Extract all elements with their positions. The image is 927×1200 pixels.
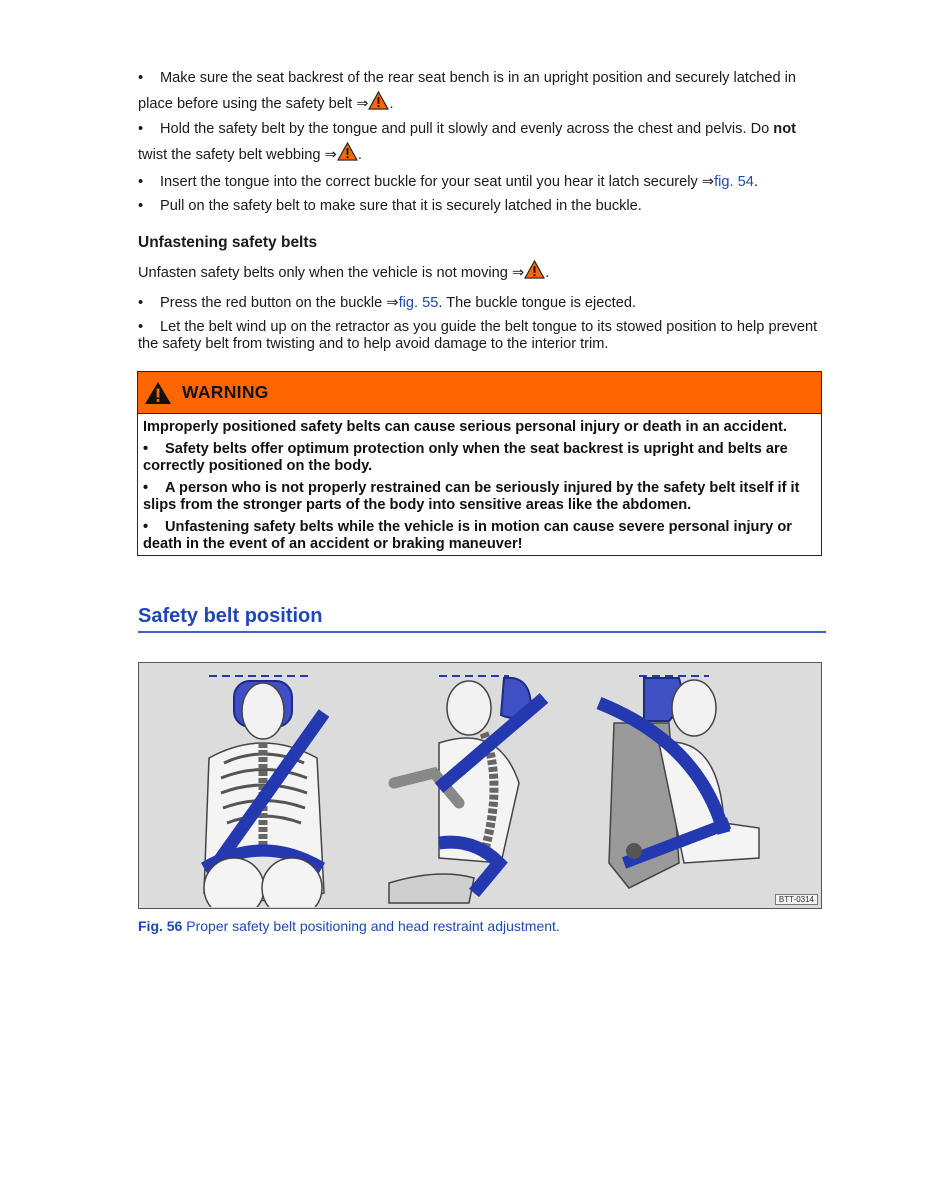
bullet: • (143, 479, 149, 496)
warning-item-text: A person who is not properly restrained can be seriously injured by the safety belt itself if it slips from the stronger parts of the body into sensitive areas like the abdomen. (143, 479, 800, 513)
warning-item (143, 441, 816, 476)
caption-label: Fig. 56 (138, 918, 183, 934)
warning-triangle-icon[interactable] (368, 91, 389, 110)
bullet: • (138, 70, 144, 86)
list-item-text: Hold the safety belt by the tongue and pull it slowly and evenly across the chest and pelvis. Do (160, 121, 774, 137)
paragraph: Unfasten safety belts only when the vehicle is not moving ⇒ . (138, 260, 826, 285)
list-item (138, 319, 826, 353)
warning-title: WARNING (182, 382, 269, 402)
list-item-text: Press the red button on the buckle ⇒ (160, 295, 399, 311)
warning-item-text: Safety belts offer optimum protection only when the seat backrest is upright and belts are correctly positioned on the body. (143, 440, 788, 474)
warning-item-text: Unfastening safety belts while the vehicle is in motion can cause severe personal injury or death in the event of an accident or braking maneuver! (143, 518, 792, 552)
list-item (138, 194, 826, 218)
bullet: • (138, 198, 144, 214)
caption-text: Proper safety belt positioning and head restraint adjustment. (186, 918, 560, 934)
paragraph-text: Unfasten safety belts only when the vehicle is not moving ⇒ (138, 265, 525, 281)
list-item-text: Insert the tongue into the correct buckle for your seat until you hear it latch securely ⇒ (160, 174, 715, 190)
warning-triangle-icon[interactable] (337, 142, 358, 161)
instructions (138, 66, 826, 353)
list-item-text: Make sure the seat backrest of the rear seat bench is in an upright position and securely latched in place before using the safety belt ⇒ (138, 70, 797, 112)
warning-item (143, 519, 816, 554)
list-item-text: . The buckle tongue is ejected. (438, 295, 637, 311)
section-title: Safety belt position (138, 605, 826, 633)
warning-lead: Improperly positioned safety belts can cause serious personal injury or death in an accident. (143, 419, 787, 435)
fig-54-link[interactable]: fig. 54 (714, 174, 754, 190)
list-item-text: Pull on the safety belt to make sure that it is securely latched in the buckle. (160, 198, 642, 214)
warning-header (138, 372, 821, 414)
bullet: • (138, 295, 144, 311)
figure-code: BTT-0314 (775, 894, 818, 905)
belt-position-illustration (139, 663, 820, 907)
bullet: • (143, 440, 149, 457)
list-item (138, 291, 826, 315)
warning-body (138, 414, 821, 554)
list-item: • Insert the tongue into the correct buckle for your seat until you hear it latch securely ⇒fig. 54. (138, 170, 826, 194)
emphasis: not (773, 121, 796, 137)
bullet: • (138, 319, 144, 335)
bullet: • (143, 518, 149, 535)
list-item: • Hold the safety belt by the tongue and pull it slowly and evenly across the chest and pelvis. Do not twist the safety belt webbing ⇒ . (138, 117, 826, 168)
subheading: Unfastening safety belts (138, 234, 318, 251)
figure-56 (138, 662, 822, 909)
figure-caption (138, 918, 560, 934)
list-item-text: twist the safety belt webbing ⇒ (138, 147, 337, 163)
bullet: • (138, 121, 144, 137)
warning-item (143, 480, 816, 515)
warning-triangle-icon[interactable] (524, 260, 545, 279)
list-item: • Make sure the seat backrest of the rear seat bench is in an upright position and securely latched in place before using the safety belt ⇒ . (138, 66, 826, 117)
fig-55-link[interactable]: fig. 55 (398, 295, 439, 311)
warning-box (137, 371, 822, 556)
bullet: • (138, 174, 144, 190)
list-item-text: Let the belt wind up on the retractor as you guide the belt tongue to its stowed position to help prevent the safety belt from twisting and to help avoid damage to the interior trim. (138, 319, 818, 352)
warning-triangle-icon (144, 381, 172, 405)
